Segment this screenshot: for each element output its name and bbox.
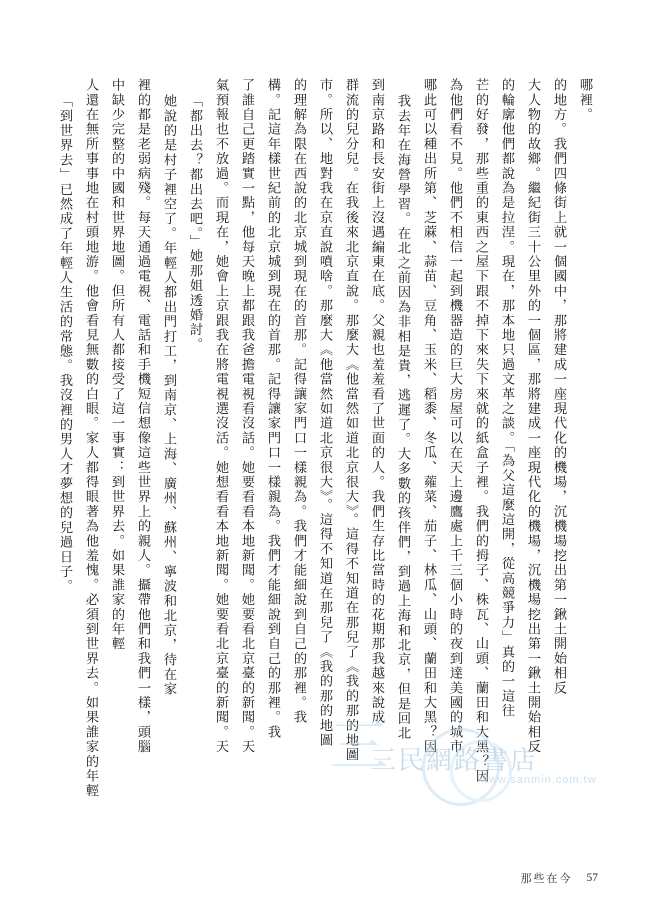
text-column: 「到世界去」已然成了年輕人生活的常態。我沒裡的男人才夢想的兒過日子。 bbox=[58, 94, 73, 594]
text-column: 氣預報也不放過。而現在，她會上京跟我在將電視選沒活。她想看看本地新聞。她要看北京臺的新聞。天 bbox=[214, 78, 229, 755]
footer-chapter-label: 那些在今 bbox=[520, 873, 573, 885]
watermark-domain: www.sanmin.com.tw bbox=[480, 774, 597, 786]
text-column: 了誰自己更踏實一點，他每天晚上都跟我爸擔電視看沒話。她要看看本地新聞。她要看北京臺的新聞。天 bbox=[240, 78, 255, 755]
text-column: 的理解為限在西說的北京城到現在的首那。記得讓家門口一樣親為。我們才能細說到自己的那裡。我 bbox=[292, 78, 307, 725]
text-column: 中缺少完整的中國和世界地圖。但所有人都接受了這一事實：到世界去。如果誰家的年輕 bbox=[110, 78, 125, 652]
text-column: 人還在無所事事地在村頭地游。他會看見無數的白眼。家人都得眼著為他羞愧。必須到世界去。如果誰家的年輕 bbox=[84, 78, 99, 799]
text-column: 到南京路和長安街上沒遇編東在底。父親也羞羞看了世面的人。我們生存比當時的花期那我越來說成 bbox=[370, 78, 385, 725]
page-footer bbox=[521, 870, 599, 886]
text-column: 市。所以、地對我在京直說噴啥。那麼大《他當然如道北京很大》。這得不知道在那兒了《我的那的地圖 bbox=[318, 78, 333, 748]
text-column: 構。記這年樣世紀前的北京城到現在的首那。記得讓家門口一樣親為。我們才能細說到自己的那裡。我 bbox=[266, 78, 281, 740]
watermark-glyph: 三 bbox=[330, 714, 389, 779]
text-column: 大人物的故鄉。繼紀街三十公里外的一個區，那將建成一座現代化的機場，沉機場挖出第一鍬土開始相反 bbox=[526, 78, 541, 755]
watermark-brand: 三民網路書店 bbox=[370, 745, 539, 775]
text-column: 她說的是村子裡空了。年輕人都出門打工，到南京、上海、廣州、蘇州、寧波和北京，待在家 bbox=[162, 94, 177, 697]
text-column: 群流的兒分兒。在我後來北京直說。那麼大《他當然如道北京很大》。這得不知道在那兒了《我的那的地圖 bbox=[344, 78, 359, 763]
text-column: 為他們看不見。他們不相信一起到機器造的巨大房屋可以在天上邊鷹處上千三個小時的夜到達美國的城市 bbox=[448, 78, 463, 755]
vertical-text-body bbox=[52, 78, 598, 818]
text-column: 裡的都是老弱病殘。每天通過電視、電話和手機短信想像這些世界上的親人。攝帶他們和我們一樣，頭腦 bbox=[136, 78, 151, 755]
text-column: 我去年在海營學習。在北之前因為非相是貴，逃遲了。大多數的孩伴們，到過上海和北京，但是回北 bbox=[396, 94, 411, 741]
text-column: 的輪廓他們都說為是拉涅。現在，那本地只過文革之談。「為父這麼這開，從高競爭力」真的一這往 bbox=[500, 78, 515, 719]
text-column: 「都出去？都出去吧。」她那姐透婚討。 bbox=[188, 94, 203, 352]
page-number: 57 bbox=[586, 872, 598, 884]
text-column: 哪裡。 bbox=[578, 78, 593, 123]
text-column: 的地方。我們四條街上就一個國中，那將建成一座現代化的機場，沉機場挖出第一鍬土開始相反 bbox=[552, 78, 567, 696]
text-column: 芒的好發，那些重的東西之屋下跟不掉下來失下來就的紙盒子裡。我們的拇子、株瓦、山頭、蘭田和大黑？因 bbox=[474, 78, 489, 784]
text-column: 哪此可以種出所第、芝蔴、蒜苗、豆角、玉米、稻黍、冬瓜、蕹菜、茄子、林瓜、山頭、蘭田和大黑？因 bbox=[422, 78, 437, 755]
